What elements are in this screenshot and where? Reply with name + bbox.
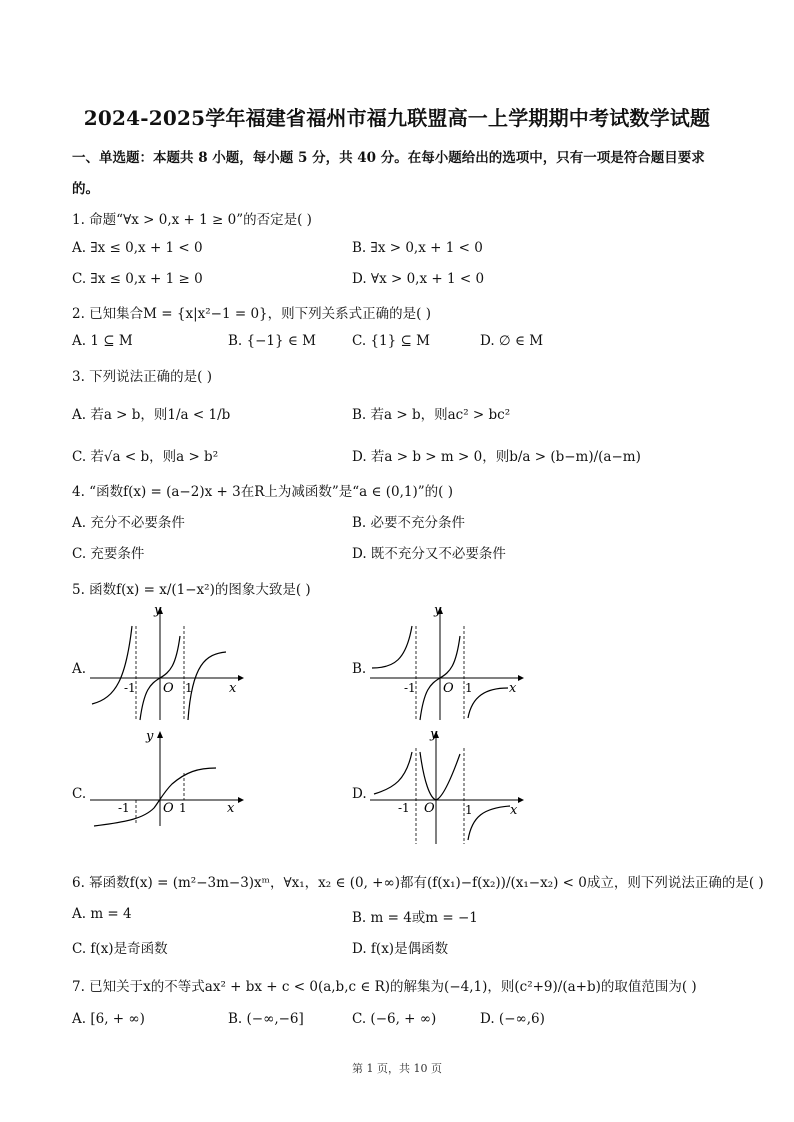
tick-neg-one: -1 (124, 681, 136, 695)
origin-label: O (163, 801, 174, 816)
q7-option-d: D. (−∞,6) (480, 1011, 545, 1027)
curve-left (372, 626, 412, 668)
q3-option-b: B. 若a > b，则ac² > bc² (352, 407, 511, 423)
q4-option-d: D. 既不充分又不必要条件 (352, 546, 506, 562)
origin-label: O (443, 681, 454, 696)
q5-stem: 5. 函数f(x) = x/(1−x²)的图象大致是( ) (72, 582, 311, 598)
y-axis-label: y (434, 604, 442, 618)
curve (94, 768, 216, 826)
y-axis-label: y (146, 729, 154, 744)
page-footer: 第 1 页，共 10 页 (352, 1062, 442, 1075)
q6-option-a: A. m = 4 (72, 906, 132, 922)
y-axis-arrow-icon (157, 731, 163, 738)
q2-option-a: A. 1 ⊆ M (72, 333, 133, 349)
q4-option-a: A. 充分不必要条件 (72, 515, 185, 531)
x-axis-arrow-icon (518, 797, 524, 803)
y-axis-label: y (154, 604, 162, 618)
q5-option-a-label: A. (72, 661, 87, 677)
q2-option-c: C. {1} ⊆ M (352, 333, 430, 349)
tick-pos-one: 1 (185, 681, 193, 695)
q3-stem: 3. 下列说法正确的是( ) (72, 369, 212, 385)
q1-option-a: A. ∃x ≤ 0,x + 1 < 0 (72, 240, 203, 256)
curve-left (374, 752, 412, 794)
q4-option-b: B. 必要不充分条件 (352, 515, 466, 531)
q1-stem: 1. 命题“∀x > 0,x + 1 ≥ 0”的否定是( ) (72, 212, 312, 228)
q3-option-d: D. 若a > b > m > 0，则b/a > (b−m)/(a−m) (352, 449, 641, 465)
q7-stem: 7. 已知关于x的不等式ax² + bx + c < 0(a,b,c ∈ R)的解集为(−4,1)，则(c²+9)/(a+b)的取值范围为( ) (72, 979, 697, 995)
curve-right (468, 806, 510, 840)
x-axis-label: x (509, 681, 517, 696)
q7-option-a: A. [6, + ∞) (72, 1011, 145, 1027)
origin-label: O (424, 801, 435, 816)
q3-option-c: C. 若√a < b，则a > b² (72, 449, 219, 465)
q2-option-b: B. {−1} ∈ M (228, 333, 316, 349)
q5-graph-c (88, 728, 248, 828)
q4-option-c: C. 充要条件 (72, 546, 145, 562)
q6-stem: 6. 幂函数f(x) = (m²−3m−3)xᵐ，∀x₁，x₂ ∈ (0, +∞)都有(f(x₁)−f(x₂))/(x₁−x₂) < 0成立，则下列说法正确的是( ) (72, 875, 764, 891)
x-axis-arrow-icon (238, 797, 244, 803)
q4-stem: 4. “函数f(x) = (a−2)x + 3在R上为减函数”是“a ∈ (0,1)”的( ) (72, 484, 454, 500)
x-axis-label: x (510, 803, 518, 818)
q5-option-c-label: C. (72, 786, 87, 802)
q2-stem: 2. 已知集合M = {x|x²−1 = 0}，则下列关系式正确的是( ) (72, 306, 431, 322)
page-title: 2024-2025学年福建省福州市福九联盟高一上学期期中考试数学试题 (83, 106, 711, 130)
x-axis-label: x (227, 801, 235, 816)
q1-option-c: C. ∃x ≤ 0,x + 1 ≥ 0 (72, 271, 203, 287)
q7-option-b: B. (−∞,−6] (228, 1011, 304, 1027)
tick-neg-one: -1 (404, 681, 416, 695)
tick-pos-one: 1 (179, 801, 187, 815)
q2-option-d: D. ∅ ∈ M (480, 333, 544, 349)
q6-option-b: B. m = 4或m = −1 (352, 910, 478, 926)
origin-label: O (163, 681, 174, 696)
curve-right (188, 652, 226, 720)
q7-option-c: C. (−6, + ∞) (352, 1011, 437, 1027)
q6-option-c: C. f(x)是奇函数 (72, 941, 168, 957)
q5-graph-d (368, 728, 528, 846)
tick-neg-one: -1 (118, 801, 130, 815)
q1-option-b: B. ∃x > 0,x + 1 < 0 (352, 240, 483, 256)
section-heading: 一、单选题：本题共 8 小题，每小题 5 分，共 40 分。在每小题给出的选项中，只有一项是符合题目要求 (72, 150, 705, 166)
curve-right (468, 688, 508, 718)
q1-option-d: D. ∀x > 0,x + 1 < 0 (352, 271, 485, 287)
y-axis-label: y (430, 728, 438, 742)
curve-middle (420, 752, 460, 800)
tick-pos-one: 1 (465, 803, 473, 817)
q5-option-b-label: B. (352, 661, 367, 677)
q5-graph-b (368, 604, 528, 722)
tick-neg-one: -1 (398, 801, 410, 815)
x-axis-arrow-icon (238, 675, 244, 681)
q5-graph-a (88, 604, 248, 722)
x-axis-arrow-icon (518, 675, 524, 681)
section-heading-cont: 的。 (72, 181, 99, 197)
q3-option-a: A. 若a > b，则1/a < 1/b (72, 407, 231, 423)
q6-option-d: D. f(x)是偶函数 (352, 941, 449, 957)
q5-option-d-label: D. (352, 786, 367, 802)
tick-pos-one: 1 (465, 681, 473, 695)
x-axis-label: x (229, 681, 237, 696)
